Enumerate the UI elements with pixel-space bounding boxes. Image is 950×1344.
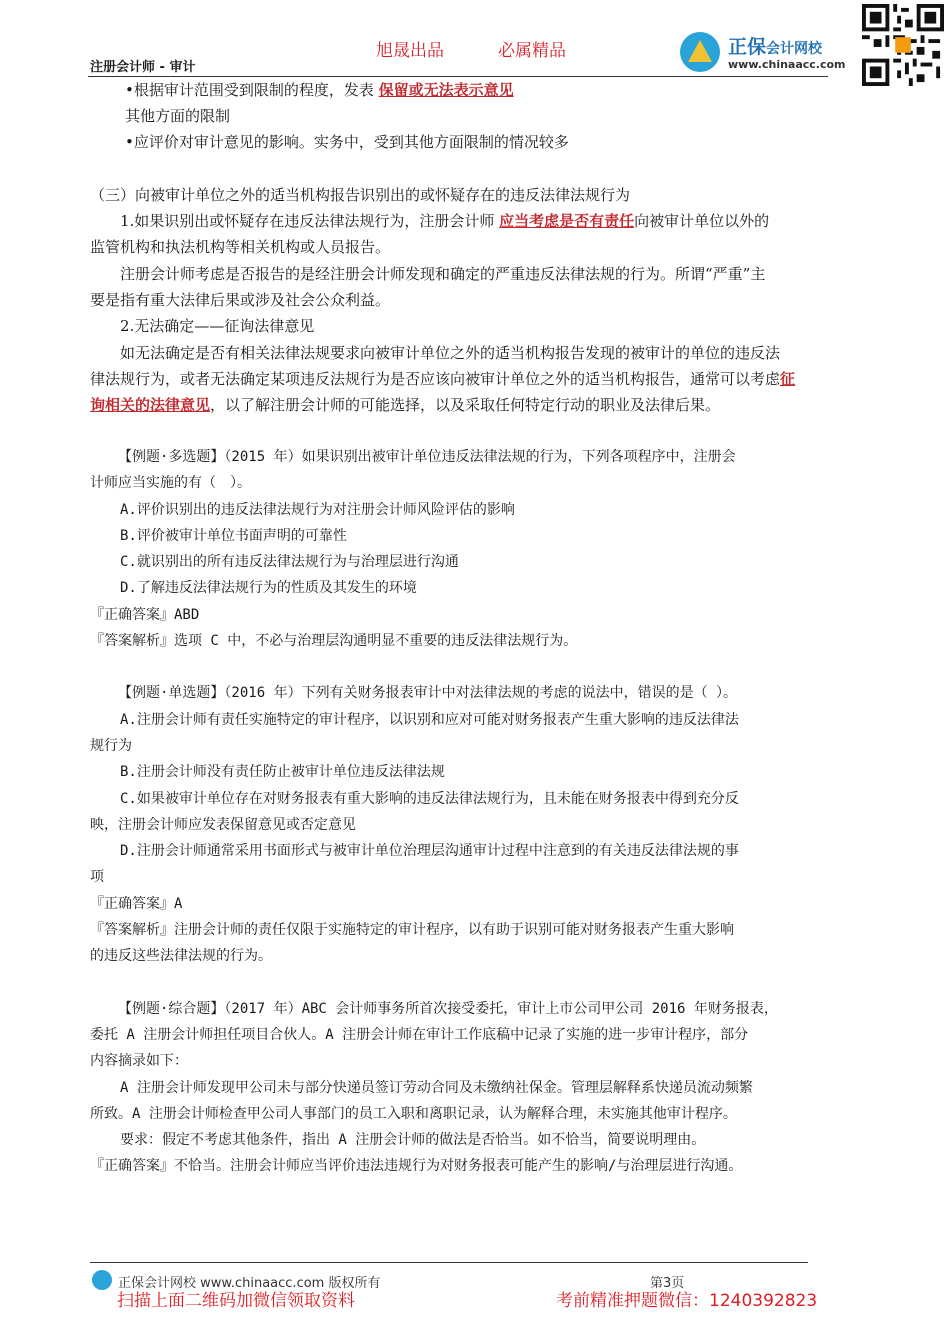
case-paragraph: 所致。A 注册会计师检查甲公司人事部门的员工入职和离职记录，认为解释合理，未实施其他审计程序。	[90, 1106, 737, 1122]
body-line: 询相关的法律意见，以了解注册会计师的可能选择，以及采取任何特定行动的职业及法律后果。	[90, 396, 721, 414]
question-stem: 计师应当实施的有（ ）。	[90, 475, 251, 491]
question-stem: 委托 A 注册会计师担任项目合伙人。A 注册会计师在审计工作底稿中记录了实施的进一步审计程序，部分	[90, 1027, 749, 1043]
option-c: C.就识别出的所有违反法律法规行为与治理层进行沟通	[120, 554, 459, 570]
correct-answer: 『正确答案』不恰当。注册会计师应当评价违法违规行为对财务报表可能产生的影响/与治理层进行沟通。	[90, 1158, 743, 1174]
qr-code-icon	[862, 4, 944, 86]
option-d: 项	[90, 869, 104, 885]
logo-icon	[680, 32, 720, 72]
body-line: 如无法确定是否有相关法律法规要求向被审计单位之外的适当机构报告发现的被审计的单位的违反法	[120, 344, 781, 362]
logo-url: www.chinaacc.com	[728, 58, 846, 71]
option-c: 映，注册会计师应发表保留意见或否定意见	[90, 817, 356, 833]
requirement: 要求：假定不考虑其他条件，指出 A 注册会计师的做法是否恰当。如不恰当，简要说明理由。	[120, 1132, 706, 1148]
footer-logo-icon	[92, 1270, 112, 1290]
footer-divider	[90, 1262, 808, 1263]
answer-analysis: 『答案解析』选项 C 中，不必与治理层沟通明显不重要的违反法律法规行为。	[90, 633, 578, 649]
correct-answer: 『正确答案』ABD	[90, 607, 200, 623]
body-line: 2.无法确定——征询法律意见	[120, 317, 315, 335]
body-line: •根据审计范围受到限制的程度，发表 保留或无法表示意见	[125, 81, 514, 99]
body-line: 律法规行为，或者无法确定某项违反法规行为是否应该向被审计单位之外的适当机构报告，通常可以考虑征	[90, 370, 796, 388]
option-d: D.注册会计师通常采用书面形式与被审计单位治理层沟通审计过程中注意到的有关违反法律法规的事	[120, 843, 739, 859]
body-line: 要是指有重大法律后果或涉及社会公众利益。	[90, 291, 391, 309]
option-a: 规行为	[90, 738, 132, 754]
option-b: B.评价被审计单位书面声明的可靠性	[120, 528, 347, 544]
logo-name: 正保会计网校	[728, 36, 823, 58]
question-stem: 【例题·单选题】（2016 年）下列有关财务报表审计中对法律法规的考虑的说法中，错误的是（ ）。	[118, 685, 737, 701]
page-number: 第3页	[650, 1276, 685, 1291]
slogan-right: 必属精品	[498, 41, 566, 61]
option-c: C.如果被审计单位存在对财务报表有重大影响的违反法律法规行为，且未能在财务报表中得到充分反	[120, 791, 739, 807]
body-line: 监管机构和执法机构等相关机构或人员报告。	[90, 238, 391, 256]
body-line: 注册会计师考虑是否报告的是经注册会计师发现和确定的严重违反法律法规的行为。所谓“严重”主	[120, 265, 766, 283]
promo-right: 考前精准押题微信：1240392823	[556, 1291, 818, 1311]
question-stem: 【例题·多选题】（2015 年）如果识别出被审计单位违反法律法规的行为，下列各项程序中，注册会	[118, 449, 736, 465]
option-a: A.评价识别出的违反法律法规行为对注册会计师风险评估的影响	[120, 502, 515, 518]
slogan-left: 旭晟出品	[376, 41, 444, 61]
option-a: A.注册会计师有责任实施特定的审计程序，以识别和应对可能对财务报表产生重大影响的违反法律法	[120, 712, 739, 728]
correct-answer: 『正确答案』A	[90, 896, 183, 912]
question-stem: 【例题·综合题】（2017 年）ABC 会计师事务所首次接受委托，审计上市公司甲公司 2016 年财务报表，	[118, 1001, 778, 1017]
body-line: •应评价对审计意见的影响。实务中，受到其他方面限制的情况较多	[125, 133, 569, 151]
footer-copyright: 正保会计网校 www.chinaacc.com 版权所有	[118, 1276, 381, 1291]
section-heading: （三）向被审计单位之外的适当机构报告识别出的或怀疑存在的违反法律法规行为	[90, 186, 631, 204]
answer-analysis: 『答案解析』注册会计师的责任仅限于实施特定的审计程序，以有助于识别可能对财务报表产生重大影响	[90, 922, 734, 938]
case-paragraph: A 注册会计师发现甲公司未与部分快递员签订劳动合同及未缴纳社保金。管理层解释系快递员流动频繁	[120, 1080, 753, 1096]
document-subject: 注册会计师 - 审计	[90, 60, 196, 75]
answer-analysis: 的违反这些法律法规的行为。	[90, 948, 272, 964]
option-b: B.注册会计师没有责任防止被审计单位违反法律法规	[120, 764, 445, 780]
option-d: D.了解违反法律法规行为的性质及其发生的环境	[120, 580, 417, 596]
question-stem: 内容摘录如下：	[90, 1053, 188, 1069]
brand-logo	[680, 26, 860, 76]
promo-left: 扫描上面二维码加微信领取资料	[117, 1291, 355, 1311]
body-line: 1.如果识别出或怀疑存在违反法律法规行为，注册会计师 应当考虑是否有责任向被审计单位以外的	[120, 212, 770, 230]
body-line: 其他方面的限制	[125, 107, 231, 125]
